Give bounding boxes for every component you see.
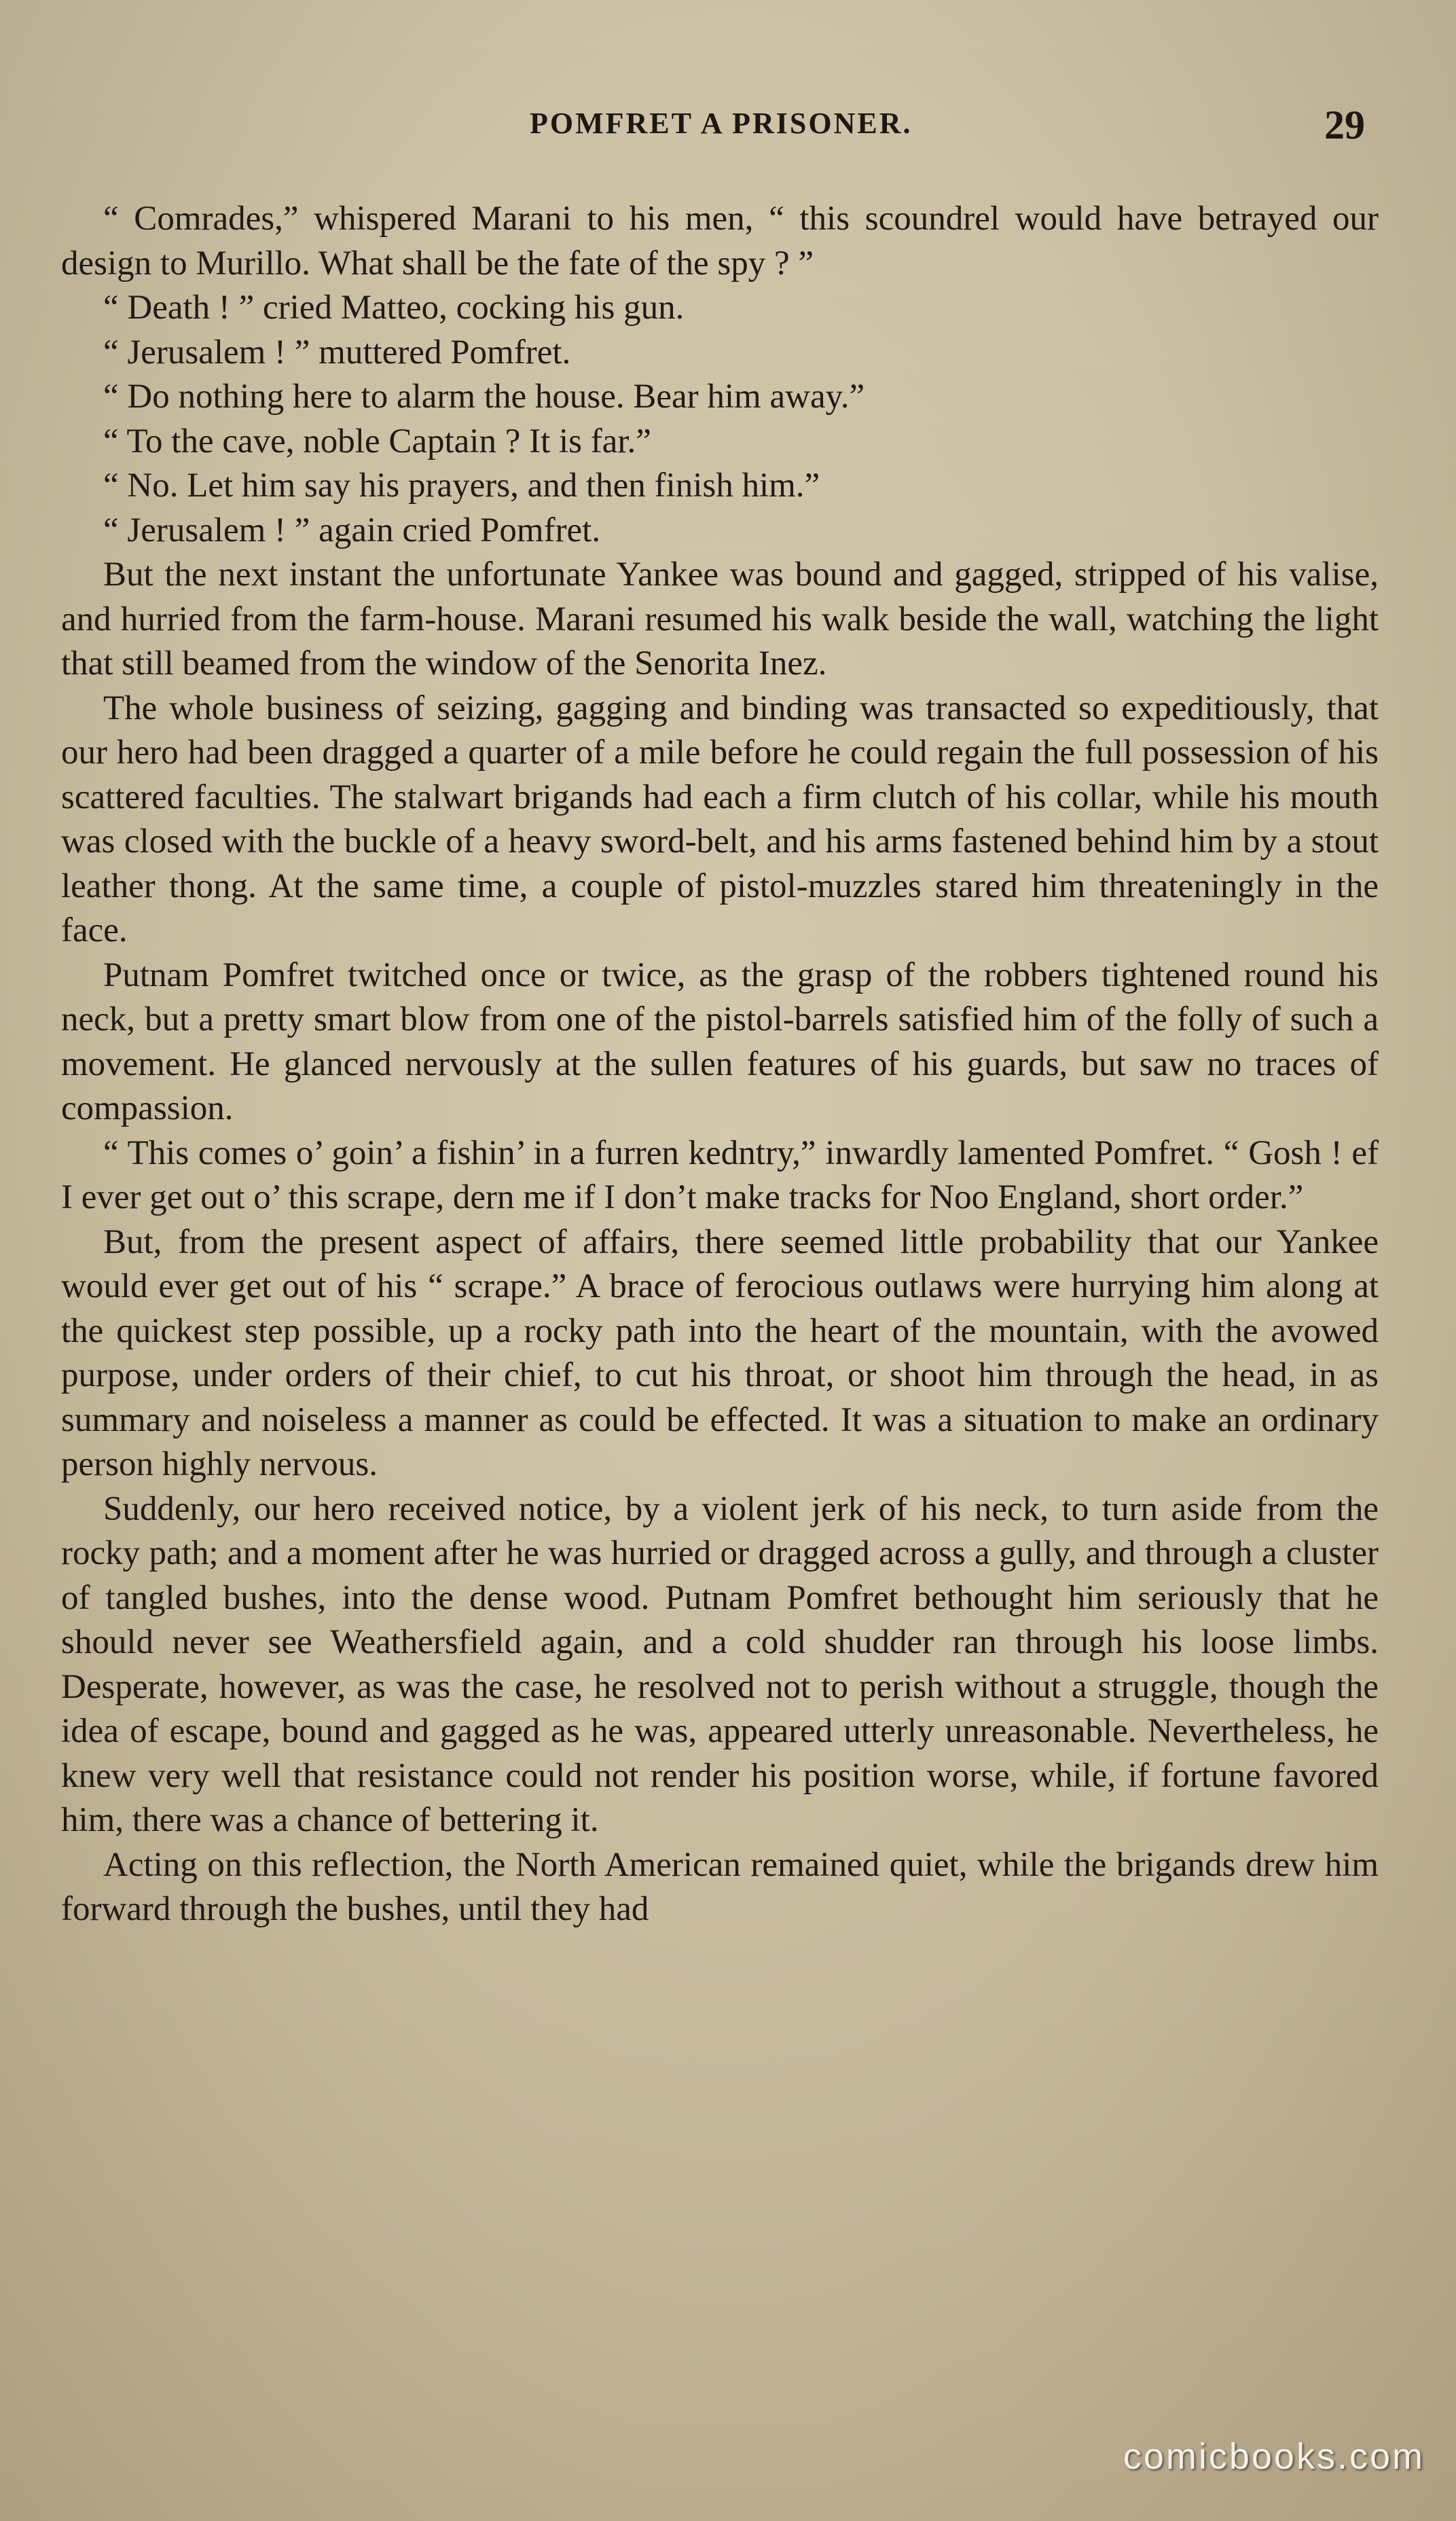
site-watermark: comicbooks.com (1123, 2436, 1425, 2477)
paragraph: “ Comrades,” whispered Marani to his men, “ this scoundrel would have betrayed our design to Murillo. What shall be the fate of the spy ? ” (61, 200, 1379, 283)
paragraph: “ Do nothing here to alarm the house. Bear him away.” (103, 378, 865, 416)
chapter-title: POMFRET A PRISONER. (530, 107, 913, 140)
paragraph: “ This comes o’ goin’ a fishin’ in a furren kedntry,” inwardly lamented Pomfret. “ Gosh ! ef I ever get out o’ this scrape, dern me if I don’t make tracks for Noo England, short order.” (61, 1133, 1379, 1216)
paragraph: “ Jerusalem ! ” muttered Pomfret. (103, 333, 571, 371)
body-text (61, 197, 1379, 1932)
paragraph: Suddenly, our hero received notice, by a violent jerk of his neck, to turn aside from the rocky path; and a moment after he was hurried or dragged across a gully, and through a cluster of tangled bushes, into the dense wood. Putnam Pomfret bethought him seriously that he should never see Weathersfield again, and a cold shudder ran through his loose limbs. Desperate, however, as was the case, he resolved not to perish without a struggle, though the idea of escape, bound and gagged as he was, appeared utterly unreasonable. Nevertheless, he knew very well that resistance could not render his position worse, while, if fortune favored him, there was a chance of bettering it. (61, 1489, 1379, 1839)
paragraph: “ No. Let him say his prayers, and then finish him.” (103, 467, 820, 505)
paragraph: “ To the cave, noble Captain ? It is far.” (103, 422, 651, 460)
page-number: 29 (1324, 103, 1365, 147)
paragraph: But the next instant the unfortunate Yankee was bound and gagged, stripped of his valise, and hurried from the farm-house. Marani resumed his walk beside the wall, watching the light that still beamed from the window of the Senorita Inez. (61, 556, 1379, 683)
paragraph: Acting on this reflection, the North American remained quiet, while the brigands drew him forward through the bushes, until they had (61, 1845, 1379, 1928)
paragraph: The whole business of seizing, gagging and binding was transacted so expeditiously, that our hero had been dragged a quarter of a mile before he could regain the full possession of his scattered faculties. The stalwart brigands had each a firm clutch of his collar, while his mouth was closed with the buckle of a heavy sword-belt, and his arms fastened behind him by a stout leather thong. At the same time, a couple of pistol-muzzles stared him threateningly in the face. (61, 689, 1379, 949)
paragraph: “ Death ! ” cried Matteo, cocking his gun. (103, 289, 685, 327)
paragraph: But, from the present aspect of affairs, there seemed little probability that our Yankee would ever get out of his “ scrape.” A brace of ferocious outlaws were hurrying him along at the quickest step possible, up a rocky path into the heart of the mountain, with the avowed purpose, under orders of their chief, to cut his throat, or shoot him through the head, in as summary and noiseless a manner as could be effected. It was a situation to make an ordinary person highly nervous. (61, 1222, 1379, 1483)
paragraph: “ Jerusalem ! ” again cried Pomfret. (103, 511, 601, 549)
paragraph: Putnam Pomfret twitched once or twice, as the grasp of the robbers tightened round his neck, but a pretty smart blow from one of the pistol-barrels satisfied him of the folly of such a movement. He glanced nervously at the sullen features of his guards, but saw no traces of compassion. (61, 956, 1379, 1127)
running-head (61, 102, 1379, 156)
